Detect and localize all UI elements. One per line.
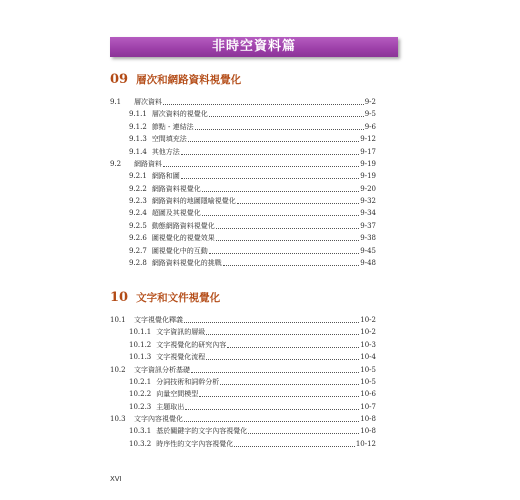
toc-entry-page: 10-5 bbox=[360, 365, 376, 374]
toc-entry[interactable] bbox=[110, 338, 376, 350]
toc-dot-leader bbox=[184, 321, 359, 323]
toc-entry-number: 10.1.3 bbox=[129, 353, 152, 362]
chapter-number: 09 bbox=[110, 72, 129, 87]
toc-entry-number: 10.3.1 bbox=[129, 427, 152, 436]
toc-dot-leader bbox=[199, 395, 359, 397]
toc-entry[interactable] bbox=[110, 231, 376, 243]
chapter-number: 10 bbox=[110, 290, 129, 305]
toc-entry-page: 9-20 bbox=[360, 184, 376, 193]
toc-dot-leader bbox=[227, 346, 359, 348]
toc-dot-leader bbox=[209, 252, 359, 254]
toc-entry-page: 10-2 bbox=[360, 328, 376, 337]
toc-entry-number: 9.2.1 bbox=[129, 172, 147, 181]
toc-entry-title: 圖視覺化的視覺效果 bbox=[151, 234, 215, 243]
toc-entry-title: 基於關鍵字的文字內容視覺化 bbox=[156, 427, 248, 436]
chapter-title: 層次和網路資料視覺化 bbox=[136, 74, 242, 86]
toc-entry-number: 10.2.2 bbox=[129, 390, 152, 399]
toc-entry-number: 10.1.1 bbox=[129, 328, 152, 337]
toc-entry-page: 9-6 bbox=[364, 122, 376, 131]
toc-entry-page: 10-8 bbox=[360, 427, 376, 436]
toc-entry[interactable] bbox=[110, 182, 376, 194]
toc-entry-title: 主題取出 bbox=[156, 402, 185, 411]
toc-entry-number: 10.3.2 bbox=[129, 439, 152, 448]
toc-entry[interactable] bbox=[110, 424, 376, 436]
toc-entry-page: 9-2 bbox=[364, 98, 376, 106]
toc-dot-leader bbox=[181, 153, 359, 155]
toc-entry-title: 向量空間模型 bbox=[156, 390, 199, 399]
toc-dot-leader bbox=[237, 202, 359, 204]
toc-entry-page: 9-19 bbox=[360, 172, 376, 181]
toc-entry-number: 9.2.6 bbox=[129, 234, 147, 243]
toc-entry-page: 9-48 bbox=[360, 258, 376, 267]
toc-entry-page: 10-6 bbox=[360, 390, 376, 399]
toc-entry-title: 節點 - 連結法 bbox=[151, 122, 194, 131]
toc-dot-leader bbox=[202, 214, 359, 216]
toc-entry-page: 10-4 bbox=[360, 353, 376, 362]
toc-entry-title: 網路資料的地圖隱喻視覺化 bbox=[151, 197, 236, 206]
toc-entry-number: 9.2.4 bbox=[129, 209, 147, 218]
toc-entry-number: 9.1.1 bbox=[129, 110, 147, 119]
toc-entry[interactable] bbox=[110, 194, 376, 206]
section-banner-title: 非時空資料篇 bbox=[211, 39, 296, 54]
toc-entry[interactable] bbox=[110, 412, 376, 424]
toc-entry-title: 網路資料 bbox=[134, 159, 162, 168]
toc-dot-leader bbox=[220, 383, 359, 385]
toc-dot-leader bbox=[234, 445, 355, 447]
toc-entry-page: 10-7 bbox=[360, 402, 376, 411]
toc-entry-page: 10-8 bbox=[360, 415, 376, 424]
toc-entry-title: 網路資料視覺化 bbox=[151, 184, 201, 193]
toc-entry-number: 9.1 bbox=[110, 98, 122, 106]
toc-entry-number: 9.2 bbox=[110, 159, 122, 168]
toc-entry[interactable] bbox=[110, 313, 376, 325]
toc-dot-leader bbox=[216, 239, 359, 241]
chapter-title: 文字和文件視覺化 bbox=[136, 292, 221, 304]
toc-entry[interactable] bbox=[110, 145, 376, 157]
toc-entry-number: 10.2.3 bbox=[129, 402, 152, 411]
toc-entry-number: 9.1.3 bbox=[129, 135, 147, 144]
toc-entry[interactable] bbox=[110, 206, 376, 218]
toc-entry-title: 空間填充法 bbox=[151, 135, 187, 144]
toc-entry-number: 10.3 bbox=[110, 415, 126, 424]
toc-entry-page: 9-12 bbox=[360, 135, 376, 144]
toc-entry[interactable] bbox=[110, 120, 376, 132]
toc-entry-page: 10-12 bbox=[355, 439, 376, 448]
toc-entry[interactable] bbox=[110, 400, 376, 412]
toc-entry-number: 9.1.2 bbox=[129, 122, 147, 131]
toc-entry-page: 10-5 bbox=[360, 377, 376, 386]
toc-entry-number: 10.1.2 bbox=[129, 340, 152, 349]
toc-entry[interactable] bbox=[110, 107, 376, 119]
toc-entry[interactable] bbox=[110, 219, 376, 231]
toc-entry-page: 9-32 bbox=[360, 197, 376, 206]
toc-entry-page: 9-17 bbox=[360, 147, 376, 156]
toc-entry-page: 10-2 bbox=[360, 316, 376, 324]
toc-entry-page: 9-45 bbox=[360, 246, 376, 255]
toc-entry-title: 文字內容視覺化 bbox=[134, 415, 183, 424]
toc-entry-page: 9-19 bbox=[360, 159, 376, 168]
toc-entry-number: 9.2.2 bbox=[129, 184, 147, 193]
toc-dot-leader bbox=[202, 190, 359, 192]
toc-entry-number: 9.2.3 bbox=[129, 197, 147, 206]
page-number: XVI bbox=[110, 475, 122, 483]
toc-dot-leader bbox=[181, 177, 359, 179]
toc-entry-title: 文字視覺化的研究內容 bbox=[156, 340, 227, 349]
toc-entry-title: 其他方法 bbox=[151, 147, 180, 156]
toc-dot-leader bbox=[195, 128, 364, 130]
toc-entry-page: 9-5 bbox=[364, 110, 376, 119]
chapter-heading bbox=[110, 72, 241, 90]
toc-entry-number: 10.1 bbox=[110, 316, 126, 324]
toc-entry-title: 時序性的文字內容視覺化 bbox=[156, 439, 234, 448]
toc-entry-title: 超圖及其視覺化 bbox=[151, 209, 201, 218]
toc-entry[interactable] bbox=[110, 157, 376, 169]
chapter-heading bbox=[110, 290, 220, 308]
toc-entry-number: 10.2 bbox=[110, 365, 126, 374]
toc-entry-title: 圖視覺化中的互動 bbox=[151, 246, 208, 255]
toc-dot-leader bbox=[206, 333, 359, 335]
toc-dot-leader bbox=[185, 408, 359, 410]
section-banner bbox=[110, 37, 398, 57]
toc-entry[interactable] bbox=[110, 244, 376, 256]
toc-entry-title: 網路資料視覺化的挑戰 bbox=[151, 258, 222, 267]
toc-entry[interactable] bbox=[110, 387, 376, 399]
toc-dot-leader bbox=[188, 140, 359, 142]
toc-entry[interactable] bbox=[110, 256, 376, 268]
toc-entry-title: 文字視覺化釋義 bbox=[134, 316, 183, 324]
toc-dot-leader bbox=[184, 420, 359, 422]
toc-dot-leader bbox=[209, 115, 364, 117]
toc-entry[interactable] bbox=[110, 325, 376, 337]
toc-entry[interactable] bbox=[110, 363, 376, 375]
toc-entry-page: 9-34 bbox=[360, 209, 376, 218]
toc-entry-number: 10.2.1 bbox=[129, 377, 152, 386]
toc-entry-number: 9.1.4 bbox=[129, 147, 147, 156]
toc-dot-leader bbox=[206, 358, 359, 360]
toc-entry-title: 網路和圖 bbox=[151, 172, 180, 181]
toc-entry-title: 分詞技術和詞幹分析 bbox=[156, 377, 220, 386]
toc-dot-leader bbox=[216, 227, 359, 229]
toc-entry[interactable] bbox=[110, 375, 376, 387]
toc-dot-leader bbox=[163, 103, 364, 105]
toc-entry-title: 動態網路資料視覺化 bbox=[151, 221, 215, 230]
toc-entry[interactable] bbox=[110, 350, 376, 362]
toc-entry[interactable] bbox=[110, 132, 376, 144]
toc-entry-title: 層次資料的視覺化 bbox=[151, 110, 208, 119]
toc-entry-number: 9.2.7 bbox=[129, 246, 147, 255]
toc-entry-page: 9-38 bbox=[360, 234, 376, 243]
toc-entry-number: 9.2.5 bbox=[129, 221, 147, 230]
toc-entry-title: 文字視覺化流程 bbox=[156, 353, 206, 362]
toc-entry-title: 層次資料 bbox=[134, 98, 162, 106]
toc-entry[interactable] bbox=[110, 95, 376, 107]
toc-entry-title: 文字資訊分析基礎 bbox=[134, 365, 190, 374]
toc-entry-page: 9-37 bbox=[360, 221, 376, 230]
toc-entry-page: 10-3 bbox=[360, 340, 376, 349]
toc-entry[interactable] bbox=[110, 169, 376, 181]
toc-dot-leader bbox=[191, 371, 359, 373]
toc-dot-leader bbox=[248, 432, 359, 434]
toc-entry[interactable] bbox=[110, 437, 376, 449]
toc-dot-leader bbox=[163, 165, 359, 167]
toc-dot-leader bbox=[223, 264, 359, 266]
toc-entry-title: 文字資訊的層級 bbox=[156, 328, 206, 337]
toc-entry-number: 9.2.8 bbox=[129, 258, 147, 267]
